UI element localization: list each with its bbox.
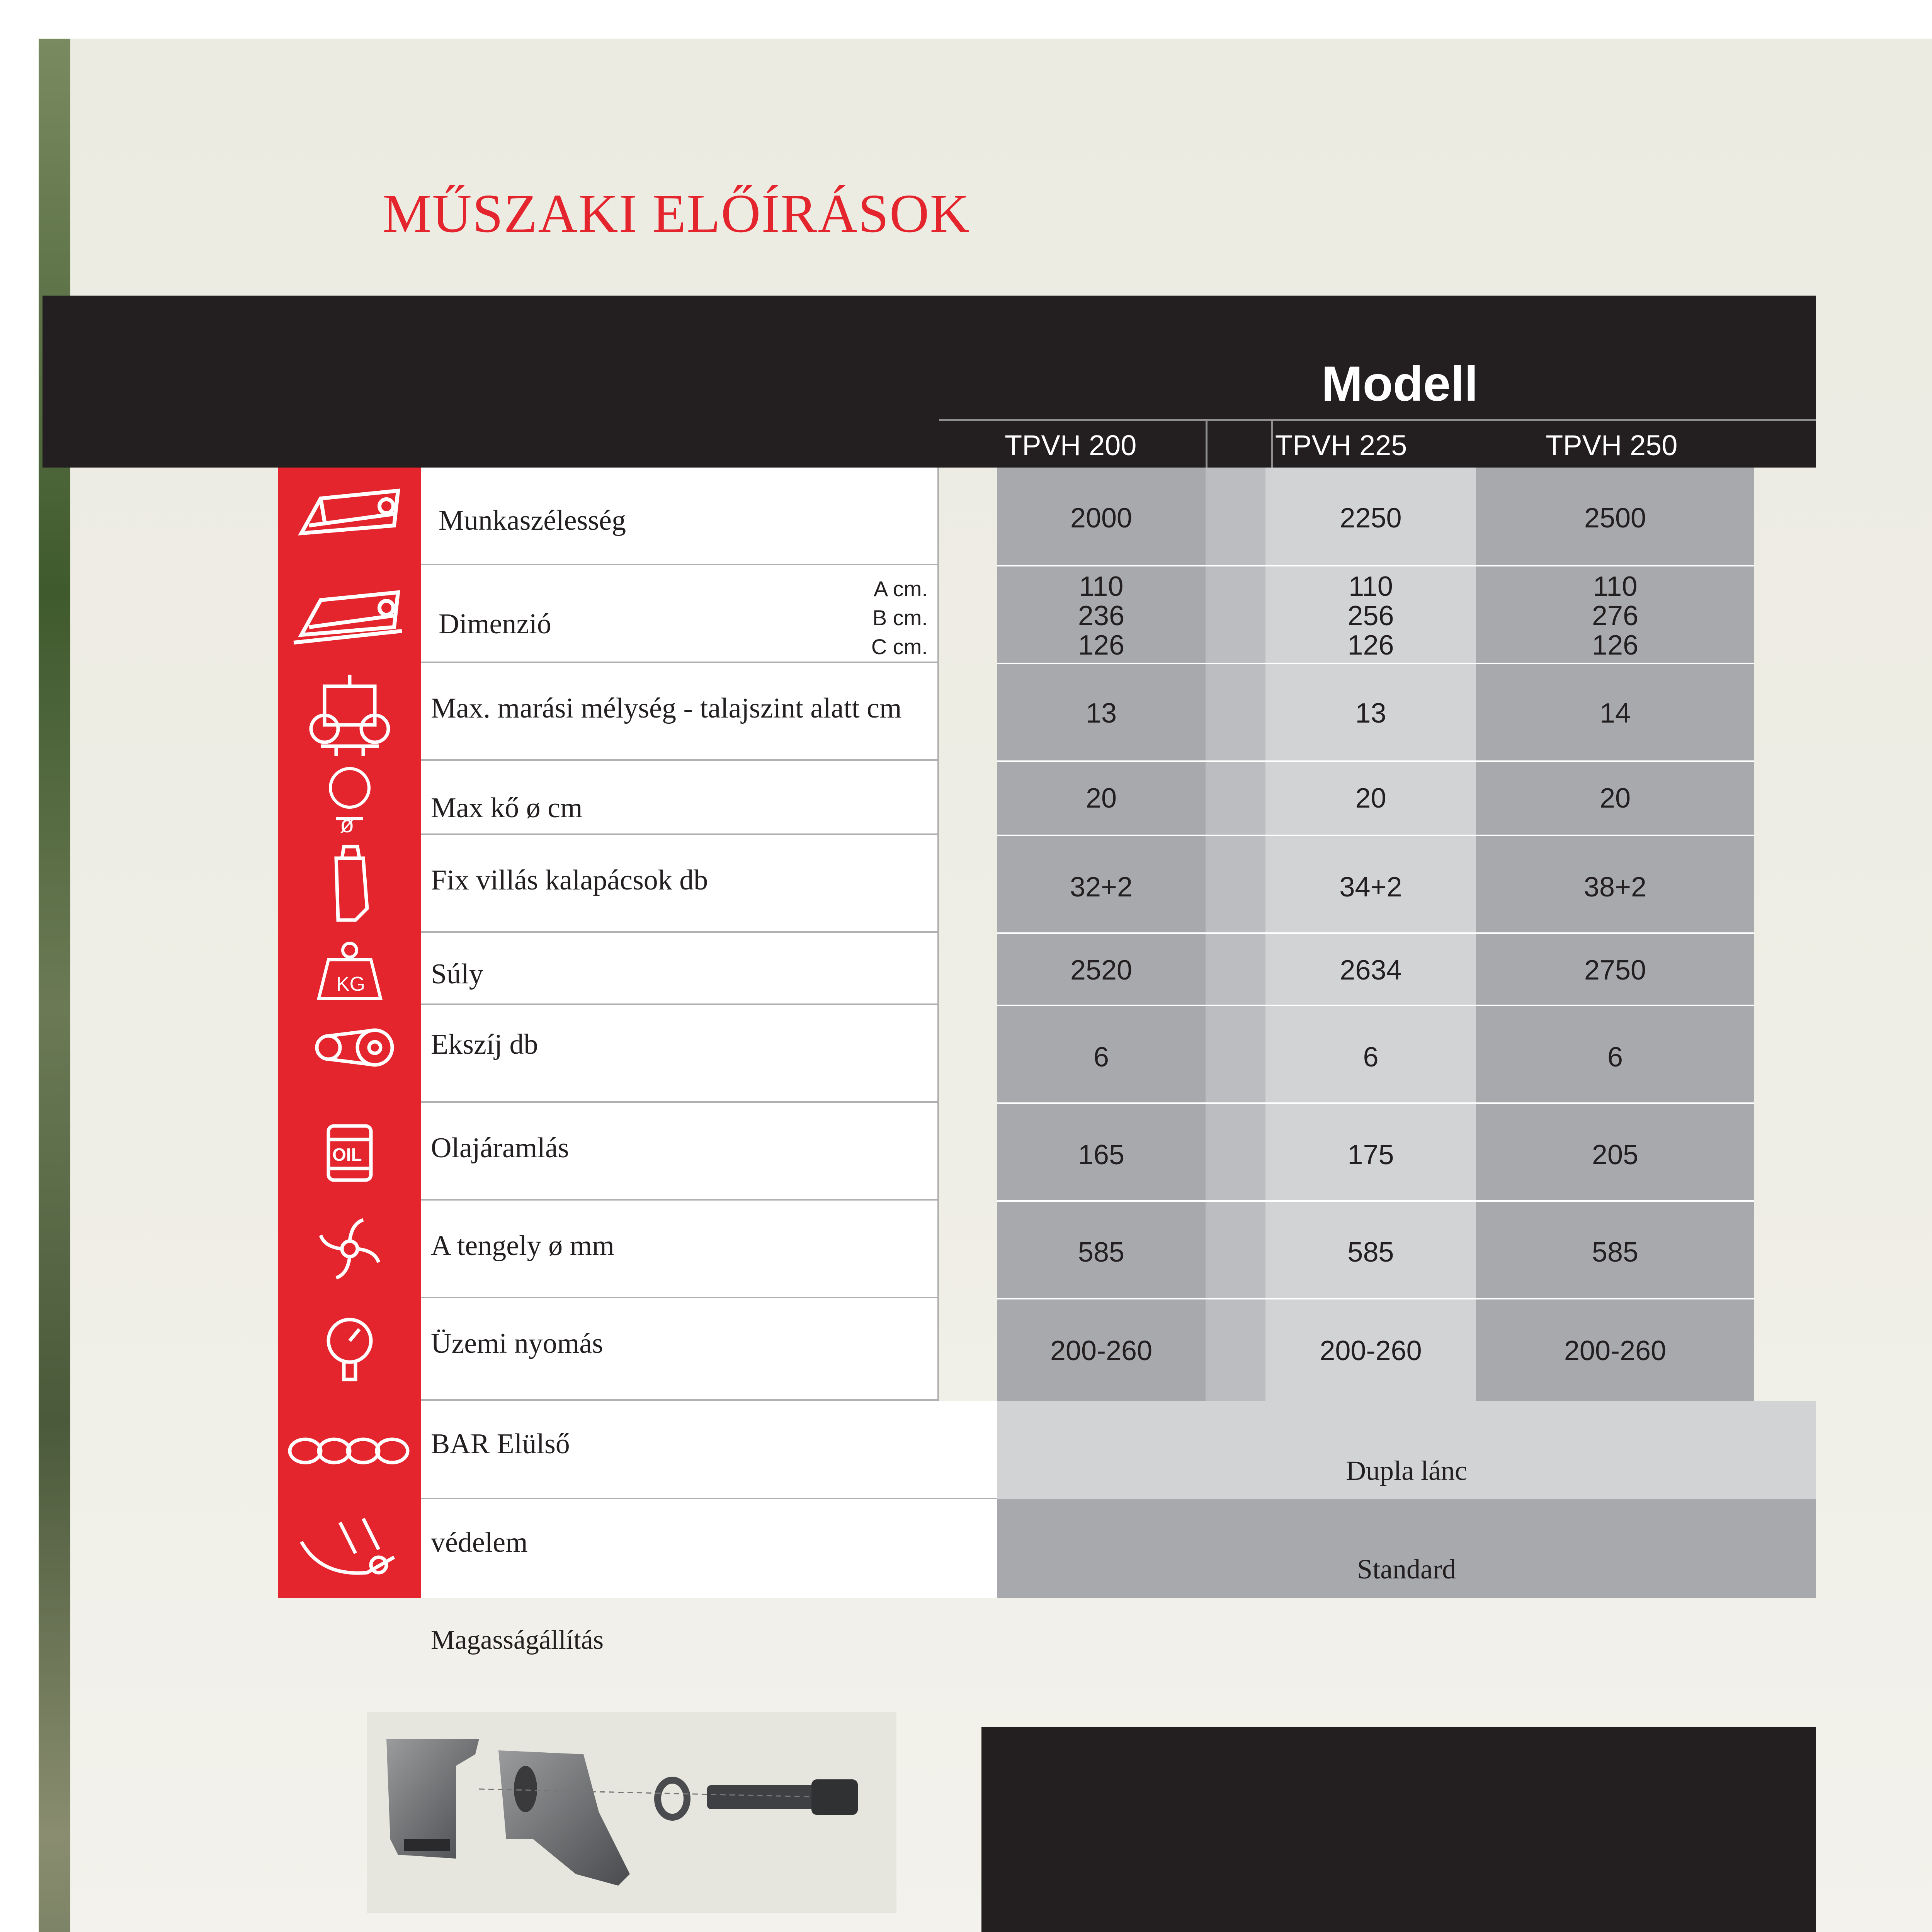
row-label-cell xyxy=(421,565,939,663)
row-label-max-stone: Max kő ø cm xyxy=(431,792,583,824)
merged-value-cell xyxy=(997,1499,1816,1598)
row-label-hammers: Fix villás kalapácsok db xyxy=(431,864,708,896)
row-label-cell xyxy=(421,1005,939,1103)
dimension-sub-c: C cm. xyxy=(871,634,928,659)
value-cell: 13 xyxy=(1355,698,1386,729)
oil-icon xyxy=(278,1103,421,1201)
dimension-sub-b: B cm. xyxy=(872,605,928,630)
row-label-shaft: A tengely ø mm xyxy=(431,1230,614,1262)
row-label-cell xyxy=(421,933,939,1005)
value-cell: 6 xyxy=(1093,1042,1109,1073)
row-label-dimension: Dimenzió xyxy=(439,608,551,640)
value-cell: 200-260 xyxy=(1050,1335,1153,1366)
row-label-protection: védelem xyxy=(431,1527,528,1558)
row-label-cell xyxy=(421,1201,939,1298)
row-label-cell xyxy=(421,663,939,761)
value-cell: 38+2 xyxy=(1583,872,1647,903)
value-cell: 13 xyxy=(1085,698,1117,729)
row-icon-cell xyxy=(278,1201,421,1298)
value-cell: 32+2 xyxy=(1070,872,1133,903)
value-cell: 20 xyxy=(1085,783,1117,814)
value-cell: 20 xyxy=(1355,783,1386,814)
svg-text:ø: ø xyxy=(340,811,354,835)
machine-dimension-icon xyxy=(278,565,421,663)
row-icon-cell xyxy=(278,835,421,933)
front-guard-icon xyxy=(278,1499,421,1598)
merged-value-double-chain: Dupla lánc xyxy=(1346,1455,1467,1486)
row-label-belts: Ekszíj db xyxy=(431,1029,538,1060)
page-title: MŰSZAKI ELŐÍRÁSOK xyxy=(383,183,971,244)
header-column-separator xyxy=(1206,421,1208,468)
value-cell: 14 xyxy=(1599,698,1631,729)
row-label-working-pressure: Üzemi nyomás xyxy=(431,1328,603,1359)
value-cell: 6 xyxy=(1363,1042,1379,1073)
merged-value-cell xyxy=(997,1401,1816,1499)
header-divider xyxy=(939,419,1816,421)
value-cell: 6 xyxy=(1607,1042,1623,1073)
row-icon-cell xyxy=(278,1298,421,1401)
dark-panel-right xyxy=(981,1727,1816,1932)
row-label-max-depth: Max. marási mélység - talajszint alatt cm xyxy=(431,692,902,724)
row-label-cell xyxy=(421,1103,939,1201)
hammer-icon xyxy=(278,835,421,933)
row-label-oil-flow: Olajáramlás xyxy=(431,1132,569,1164)
value-cell: 2250 xyxy=(1340,503,1402,534)
value-column-gap xyxy=(1206,468,1265,1401)
column-head-tpvh-225: TPVH 225 xyxy=(1275,429,1407,461)
merged-value-standard: Standard xyxy=(1357,1554,1456,1585)
row-label-cell xyxy=(421,1499,997,1598)
hammer-parts-photo xyxy=(367,1712,896,1913)
value-cell: 205 xyxy=(1592,1139,1639,1170)
value-cell: 585 xyxy=(1347,1237,1394,1268)
row-icon-cell xyxy=(278,565,421,663)
svg-text:OIL: OIL xyxy=(332,1145,362,1165)
value-cell: 110 256 126 xyxy=(1347,571,1394,661)
shaft-icon xyxy=(278,1201,421,1298)
value-cell: 585 xyxy=(1078,1237,1125,1268)
value-cell: 110 236 126 xyxy=(1078,571,1125,661)
value-cell: 200-260 xyxy=(1564,1335,1667,1366)
row-icon-cell xyxy=(278,468,421,565)
value-cell: 2520 xyxy=(1070,955,1133,986)
column-head-tpvh-250: TPVH 250 xyxy=(1546,429,1678,461)
row-label-work-width: Munkaszélesség xyxy=(439,505,626,536)
dimension-sub-a: A cm. xyxy=(873,577,928,601)
value-cell: 585 xyxy=(1592,1237,1639,1268)
height-adjust-label: Magasságállítás xyxy=(431,1625,604,1655)
machine-width-icon xyxy=(278,468,421,565)
chain-icon xyxy=(278,1401,421,1499)
row-icon-cell xyxy=(278,663,421,761)
belt-icon xyxy=(278,1005,421,1103)
value-cell: 20 xyxy=(1599,783,1631,814)
row-label-cell xyxy=(421,761,939,835)
row-label-cell xyxy=(421,468,939,565)
header-column-separator xyxy=(1271,421,1273,468)
value-cell: 165 xyxy=(1078,1139,1125,1170)
column-head-tpvh-200: TPVH 200 xyxy=(1005,429,1137,461)
value-cell: 110 276 126 xyxy=(1592,571,1639,661)
row-icon-cell xyxy=(278,1103,421,1201)
value-cell: 34+2 xyxy=(1339,872,1402,903)
row-icon-cell xyxy=(278,1005,421,1103)
value-cell: 2634 xyxy=(1340,955,1402,986)
value-cell: 2000 xyxy=(1070,503,1133,534)
row-icon-cell xyxy=(278,761,421,835)
row-label-cell xyxy=(421,1298,939,1401)
model-heading: Modell xyxy=(1321,356,1478,412)
value-cell: 200-260 xyxy=(1320,1335,1422,1366)
svg-text:KG: KG xyxy=(336,973,366,995)
stone-diameter-icon xyxy=(278,761,421,835)
value-cell: 2500 xyxy=(1584,503,1646,534)
row-label-cell xyxy=(421,1401,997,1499)
row-icon-cell xyxy=(278,1401,421,1499)
row-icon-cell xyxy=(278,1499,421,1598)
value-cell: 175 xyxy=(1347,1139,1394,1170)
hammer-parts-icon xyxy=(367,1712,896,1913)
row-icon-cell xyxy=(278,933,421,1005)
row-label-bar-front: BAR Elülső xyxy=(431,1428,570,1460)
tractor-depth-icon xyxy=(278,663,421,761)
value-cell: 2750 xyxy=(1584,955,1646,986)
row-label-cell xyxy=(421,835,939,933)
weight-kg-icon xyxy=(278,933,421,1005)
row-label-weight: Súly xyxy=(431,958,483,990)
pressure-gauge-icon xyxy=(278,1298,421,1401)
